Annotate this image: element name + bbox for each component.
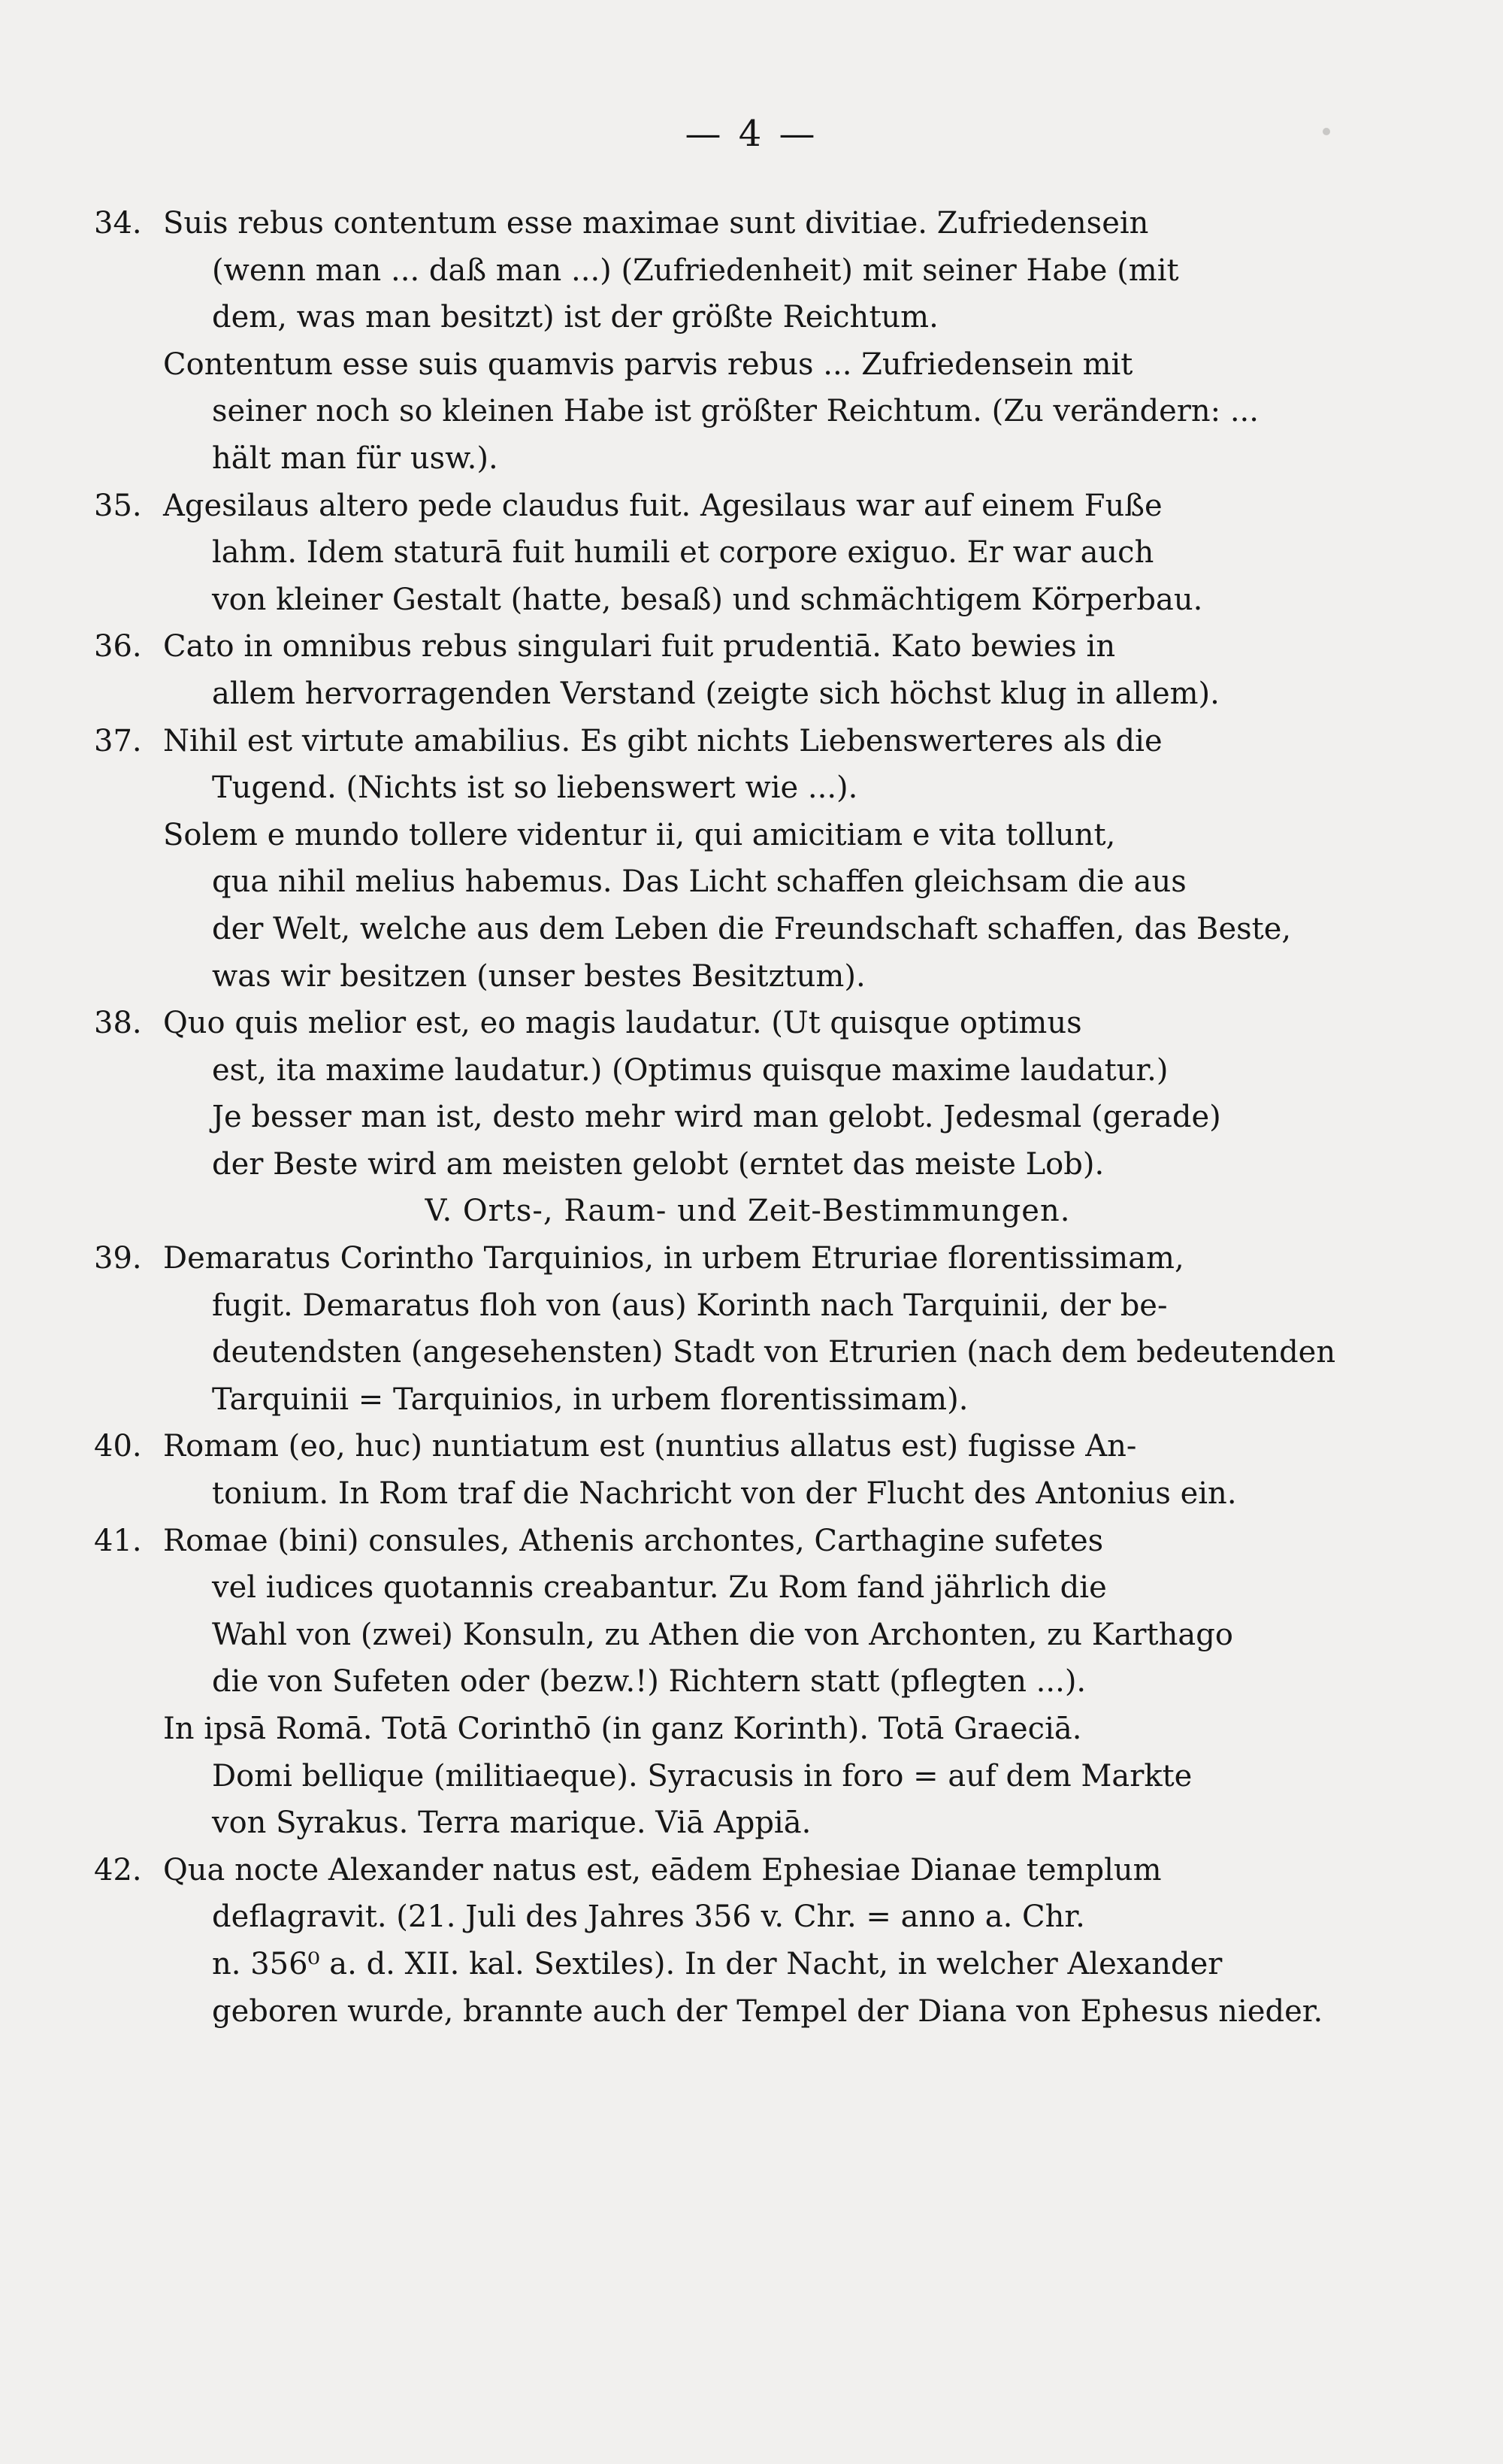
line-text: von Syrakus. Terra marique. Viā Appiā. bbox=[212, 1806, 812, 1841]
line-text: Romae (bini) consules, Athenis archontes, Carthagine sufetes bbox=[163, 1523, 1104, 1558]
text-line bbox=[94, 1282, 1402, 1330]
line-text: est, ita maxime laudatur.) (Optimus quisque maxime laudatur.) bbox=[212, 1052, 1169, 1088]
line-text: der Welt, welche aus dem Leben die Freundschaft schaffen, das Beste, bbox=[212, 911, 1292, 946]
page-number: — 4 — bbox=[685, 113, 818, 155]
line-text: Wahl von (zwei) Konsuln, zu Athen die von Archonten, zu Karthago bbox=[212, 1617, 1233, 1652]
text-line bbox=[94, 1658, 1402, 1706]
text-line bbox=[94, 718, 1402, 765]
text-line bbox=[94, 623, 1402, 670]
line-text: von kleiner Gestalt (hatte, besaß) und schmächtigem Körperbau. bbox=[212, 582, 1203, 617]
text-line bbox=[94, 483, 1402, 530]
line-text: seiner noch so kleinen Habe ist größter Reichtum. (Zu verändern: ... bbox=[212, 394, 1259, 429]
text-line bbox=[94, 1893, 1402, 1941]
line-text: hält man für usw.). bbox=[212, 440, 498, 476]
line-text: (wenn man ... daß man ...) (Zufriedenheit) mit seiner Habe (mit bbox=[212, 253, 1179, 288]
line-text: Romam (eo, huc) nuntiatum est (nuntius allatus est) fugisse An- bbox=[163, 1429, 1137, 1464]
line-text: Qua nocte Alexander natus est, eādem Ephesiae Dianae templum bbox=[163, 1852, 1162, 1887]
item-number: 40. bbox=[94, 1429, 142, 1464]
text-line bbox=[94, 577, 1402, 624]
text-line bbox=[94, 858, 1402, 906]
text-line bbox=[94, 953, 1402, 1000]
text-line bbox=[94, 670, 1402, 718]
text-line bbox=[94, 1235, 1402, 1282]
line-text: In ipsā Romā. Totā Corinthō (in ganz Korinth). Totā Graeciā. bbox=[163, 1712, 1082, 1746]
text-line bbox=[94, 388, 1402, 435]
text-line bbox=[94, 200, 1402, 247]
line-text: deutendsten (angesehensten) Stadt von Etrurien (nach dem bedeutenden bbox=[212, 1335, 1336, 1370]
text-line bbox=[94, 1376, 1402, 1424]
text-line bbox=[94, 294, 1402, 341]
text-line bbox=[94, 1047, 1402, 1094]
line-text: allem hervorragenden Verstand (zeigte sich höchst klug in allem). bbox=[212, 676, 1220, 711]
text-line bbox=[94, 1141, 1402, 1188]
line-text: der Beste wird am meisten gelobt (erntet das meiste Lob). bbox=[212, 1146, 1105, 1182]
line-text: geboren wurde, brannte auch der Tempel der Diana von Ephesus nieder. bbox=[212, 1993, 1323, 2029]
line-text: Contentum esse suis quamvis parvis rebus ... Zufriedensein mit bbox=[163, 347, 1133, 382]
text-line bbox=[94, 1800, 1402, 1847]
line-text: die von Sufeten oder (bezw.!) Richtern statt (pflegten ...). bbox=[212, 1664, 1087, 1700]
text-line bbox=[94, 1518, 1402, 1565]
text-line bbox=[94, 1470, 1402, 1518]
text-line bbox=[94, 1941, 1402, 1988]
text-line bbox=[94, 1988, 1402, 2036]
item-number: 38. bbox=[94, 1006, 142, 1041]
text-line bbox=[94, 1000, 1402, 1047]
text-line bbox=[94, 1753, 1402, 1800]
line-text: Cato in omnibus rebus singulari fuit prudentiā. Kato bewies in bbox=[163, 629, 1116, 664]
line-text: Agesilaus altero pede claudus fuit. Agesilaus war auf einem Fuße bbox=[163, 488, 1163, 523]
text-line bbox=[94, 1847, 1402, 1894]
item-number: 37. bbox=[94, 723, 142, 758]
line-text: lahm. Idem staturā fuit humili et corpore exiguo. Er war auch bbox=[212, 535, 1154, 571]
line-text: n. 356⁰ a. d. XII. kal. Sextiles). In der Nacht, in welcher Alexander bbox=[212, 1946, 1223, 1981]
line-text: Nihil est virtute amabilius. Es gibt nichts Liebenswerteres als die bbox=[163, 723, 1163, 758]
line-text: tonium. In Rom traf die Nachricht von der Flucht des Antonius ein. bbox=[212, 1476, 1237, 1512]
line-text: Je besser man ist, desto mehr wird man gelobt. Jedesmal (gerade) bbox=[212, 1100, 1221, 1135]
line-text: qua nihil melius habemus. Das Licht schaffen gleichsam die aus bbox=[212, 864, 1187, 900]
item-number: 34. bbox=[94, 206, 142, 241]
line-text: Quo quis melior est, eo magis laudatur. (Ut quisque optimus bbox=[163, 1006, 1082, 1041]
text-line bbox=[94, 529, 1402, 577]
line-text: V. Orts-, Raum- und Zeit-Bestimmungen. bbox=[425, 1194, 1071, 1229]
line-text: was wir besitzen (unser bestes Besitztum). bbox=[212, 958, 866, 994]
text-line bbox=[94, 906, 1402, 953]
line-text: Domi bellique (militiaeque). Syracusis in foro = auf dem Markte bbox=[212, 1758, 1193, 1794]
line-text: Solem e mundo tollere videntur ii, qui amicitiam e vita tollunt, bbox=[163, 817, 1116, 852]
item-number: 36. bbox=[94, 629, 142, 664]
text-line bbox=[94, 1612, 1402, 1659]
text-body bbox=[94, 200, 1402, 2035]
line-text: Tarquinii = Tarquinios, in urbem florentissimam). bbox=[212, 1382, 969, 1417]
text-line bbox=[94, 1094, 1402, 1141]
text-line bbox=[94, 435, 1402, 483]
item-number: 35. bbox=[94, 488, 142, 523]
item-number: 42. bbox=[94, 1852, 142, 1887]
text-line bbox=[94, 1706, 1402, 1753]
line-text: Demaratus Corintho Tarquinios, in urbem Etruriae florentissimam, bbox=[163, 1241, 1184, 1276]
line-text: dem, was man besitzt) ist der größte Reichtum. bbox=[212, 300, 939, 335]
text-line bbox=[94, 1423, 1402, 1470]
line-text: deflagravit. (21. Juli des Jahres 356 v. Chr. = anno a. Chr. bbox=[212, 1899, 1085, 1935]
line-text: fugit. Demaratus floh von (aus) Korinth nach Tarquinii, der be- bbox=[212, 1288, 1168, 1323]
line-text: Tugend. (Nichts ist so liebenswert wie ...). bbox=[212, 770, 858, 806]
item-number: 41. bbox=[94, 1523, 142, 1558]
text-line bbox=[94, 341, 1402, 389]
line-text: vel iudices quotannis creabantur. Zu Rom fand jährlich die bbox=[212, 1570, 1107, 1606]
section-heading bbox=[94, 1188, 1402, 1235]
text-line bbox=[94, 812, 1402, 859]
text-line bbox=[94, 764, 1402, 812]
item-number: 39. bbox=[94, 1241, 142, 1276]
text-line bbox=[94, 1564, 1402, 1612]
text-line bbox=[94, 247, 1402, 295]
line-text: Suis rebus contentum esse maximae sunt divitiae. Zufriedensein bbox=[163, 206, 1149, 241]
text-line bbox=[94, 1329, 1402, 1376]
